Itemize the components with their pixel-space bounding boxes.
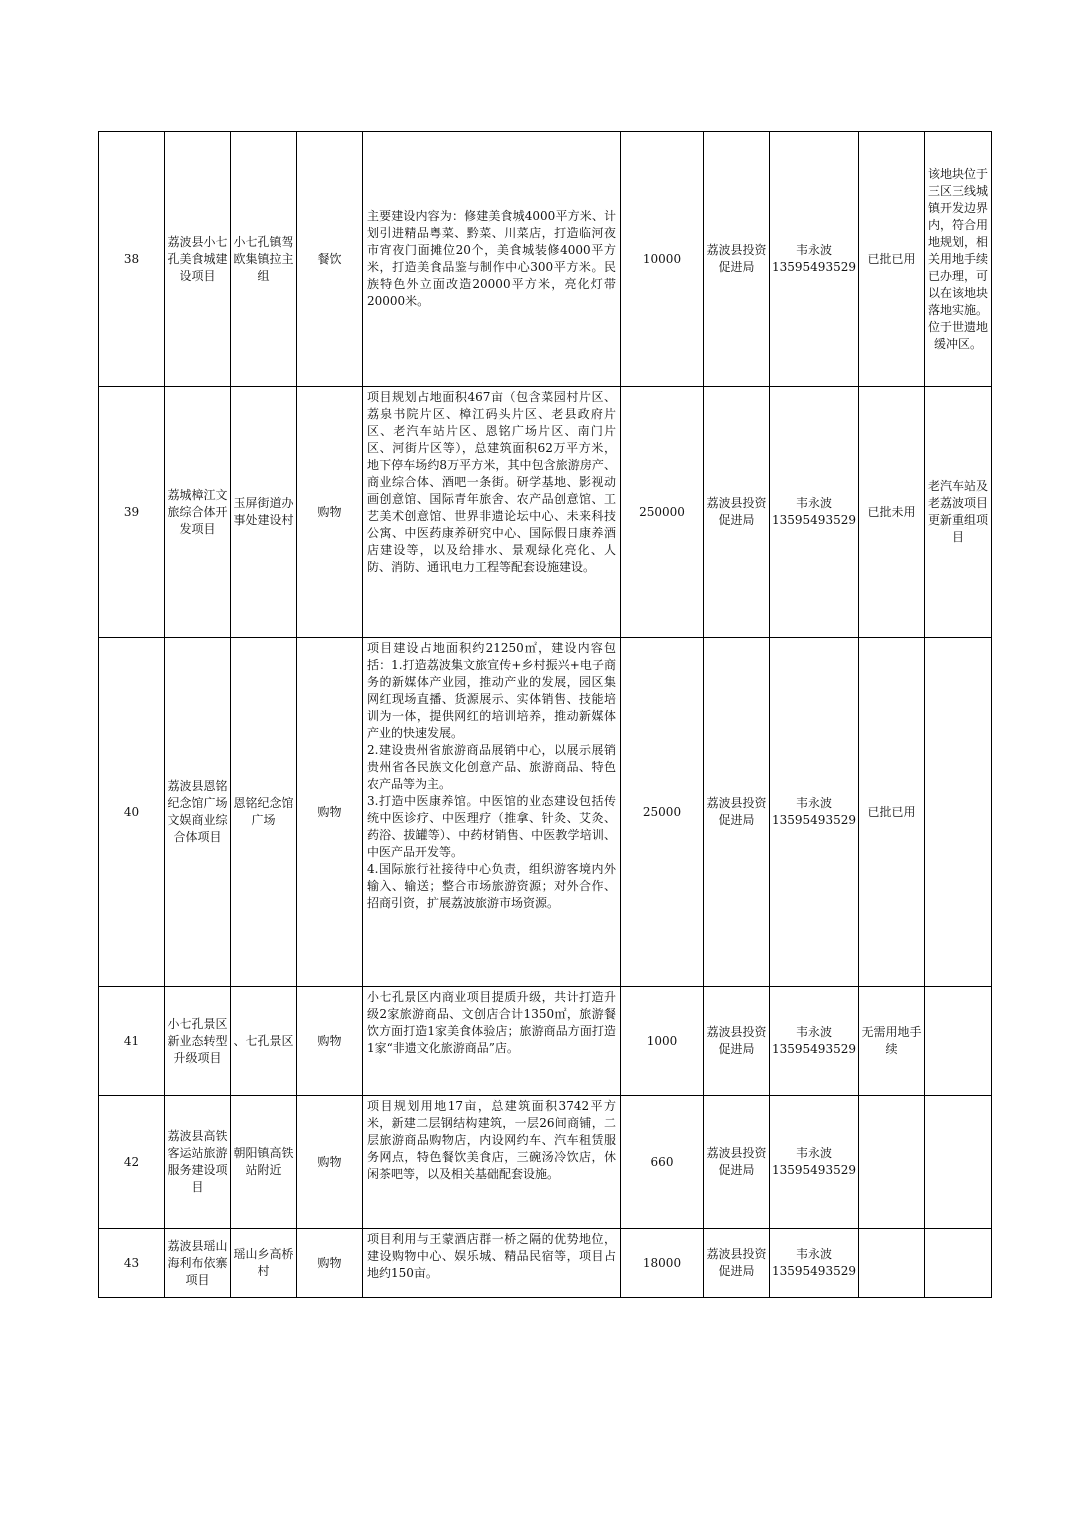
project-unit: 荔波县投资促进局	[704, 1229, 770, 1298]
project-investment: 250000	[621, 387, 704, 638]
project-name: 荔波县高铁客运站旅游服务建设项目	[165, 1096, 231, 1229]
table-row	[99, 987, 992, 1096]
project-remark	[924, 638, 991, 987]
land-status: 已批未用	[858, 387, 924, 638]
project-content-text: 项目建设占地面积约21250㎡，建设内容包括：1.打造荔波集文旅宣传+乡村振兴+电子商务的新媒体产业园，推动产业的发展，园区集网红现场直播、货源展示、实体销售、技能培训为一体，提供网红的培训培养，推动新媒体产业的快速发展。 2.建设贵州省旅游商品展销中心，以展示展销贵州省各民族文化创意产品、旅游商品、特色农产品等为主。 3.打造中医康养馆。中医馆的业态建设包括传统中医诊疗、中医理疗（推拿、针灸、艾灸、药浴、拔罐等）、中药材销售、中医教学培训、中医产品开发等。 4.国际旅行社接待中心负责，组织游客境内外输入、输送；整合市场旅游资源；对外合作、招商引资，扩展荔波旅游市场资源。	[367, 641, 616, 910]
table-row	[99, 1096, 992, 1229]
project-contact: 韦永波13595493529	[770, 638, 859, 987]
row-number: 40	[99, 638, 165, 987]
project-location: 、七孔景区	[231, 987, 297, 1096]
row-number: 39	[99, 387, 165, 638]
table-row	[99, 638, 992, 987]
project-category: 购物	[297, 1096, 363, 1229]
project-contact: 韦永波13595493529	[770, 1229, 859, 1298]
project-unit: 荔波县投资促进局	[704, 387, 770, 638]
table-row	[99, 132, 992, 387]
project-name: 荔波县恩铭纪念馆广场文娱商业综合体项目	[165, 638, 231, 987]
row-number: 43	[99, 1229, 165, 1298]
project-name: 荔波县瑶山海利布依寨项目	[165, 1229, 231, 1298]
project-remark: 老汽车站及老荔波项目更新重组项目	[924, 387, 991, 638]
project-category: 餐饮	[297, 132, 363, 387]
project-investment: 1000	[621, 987, 704, 1096]
project-table-sheet	[98, 131, 992, 1298]
project-investment: 18000	[621, 1229, 704, 1298]
project-contact: 韦永波13595493529	[770, 132, 859, 387]
project-contact: 韦永波13595493529	[770, 387, 859, 638]
project-content: 项目利用与王蒙酒店群一桥之隔的优势地位，建设购物中心、娱乐城、精品民宿等，项目占地约150亩。	[363, 1229, 621, 1298]
project-remark	[924, 1096, 991, 1229]
project-category: 购物	[297, 987, 363, 1096]
project-content-text: 项目规划占地面积467亩（包含菜园村片区、荔泉书院片区、樟江码头片区、老县政府片区、老汽车站片区、恩铭广场片区、南门片区、河街片区等），总建筑面积62万平方米，地下停车场约8万平方米，其中包含旅游房产、商业综合体、酒吧一条街。研学基地、影视动画创意馆、国际青年旅舍、农产品创意馆、工艺美术创意馆、世界非遗论坛中心、未来科技公寓、中医药康养研究中心、国际假日康养酒店建设等，以及给排水、景观绿化亮化、人防、消防、通讯电力工程等配套设施建设。	[367, 390, 616, 574]
project-unit: 荔波县投资促进局	[704, 987, 770, 1096]
project-location: 瑶山乡高桥村	[231, 1229, 297, 1298]
project-table	[98, 131, 992, 1298]
project-content: 项目规划用地17亩，总建筑面积3742平方米，新建二层钢结构建筑，一层26间商铺，二层旅游商品购物店，内设网约车、汽车租赁服务网点，特色餐饮美食店，三碗汤冷饮店，休闲茶吧等，以及相关基础配套设施。	[363, 1096, 621, 1229]
project-category: 购物	[297, 638, 363, 987]
row-number: 41	[99, 987, 165, 1096]
project-name: 小七孔景区新业态转型升级项目	[165, 987, 231, 1096]
project-content: 小七孔景区内商业项目提质升级，共计打造升级2家旅游商品、文创店合计1350㎡，旅游餐饮方面打造1家美食体验店；旅游商品方面打造1家“非遗文化旅游商品”店。	[363, 987, 621, 1096]
land-status: 已批已用	[858, 132, 924, 387]
table-row	[99, 1229, 992, 1298]
project-unit: 荔波县投资促进局	[704, 638, 770, 987]
land-status: 无需用地手续	[858, 987, 924, 1096]
project-location: 小七孔镇驾欧集镇拉主组	[231, 132, 297, 387]
project-investment: 25000	[621, 638, 704, 987]
project-unit: 荔波县投资促进局	[704, 1096, 770, 1229]
project-remark	[924, 987, 991, 1096]
row-number: 38	[99, 132, 165, 387]
project-content	[363, 638, 621, 987]
project-investment: 660	[621, 1096, 704, 1229]
project-content	[363, 387, 621, 638]
project-name: 荔城樟江文旅综合体开发项目	[165, 387, 231, 638]
project-investment: 10000	[621, 132, 704, 387]
project-content: 主要建设内容为：修建美食城4000平方米、计划引进精品粤菜、黔菜、川菜店，打造临河夜市宵夜门面摊位20个，美食城装修4000平方米，打造美食品鉴与制作中心300平方米。民族特色外立面改造20000平方米，亮化灯带20000米。	[363, 132, 621, 387]
project-location: 朝阳镇高铁站附近	[231, 1096, 297, 1229]
land-status: 已批已用	[858, 638, 924, 987]
project-category: 购物	[297, 1229, 363, 1298]
land-status	[858, 1229, 924, 1298]
project-remark	[924, 1229, 991, 1298]
table-row	[99, 387, 992, 638]
row-number: 42	[99, 1096, 165, 1229]
project-name: 荔波县小七孔美食城建设项目	[165, 132, 231, 387]
project-remark: 该地块位于三区三线城镇开发边界内，符合用地规划，相关用地手续已办理，可以在该地块落地实施。位于世遗地缓冲区。	[924, 132, 991, 387]
land-status	[858, 1096, 924, 1229]
project-category: 购物	[297, 387, 363, 638]
project-location: 玉屏街道办事处建设村	[231, 387, 297, 638]
project-contact: 韦永波13595493529	[770, 1096, 859, 1229]
project-contact: 韦永波13595493529	[770, 987, 859, 1096]
project-location: 恩铭纪念馆广场	[231, 638, 297, 987]
project-unit: 荔波县投资促进局	[704, 132, 770, 387]
